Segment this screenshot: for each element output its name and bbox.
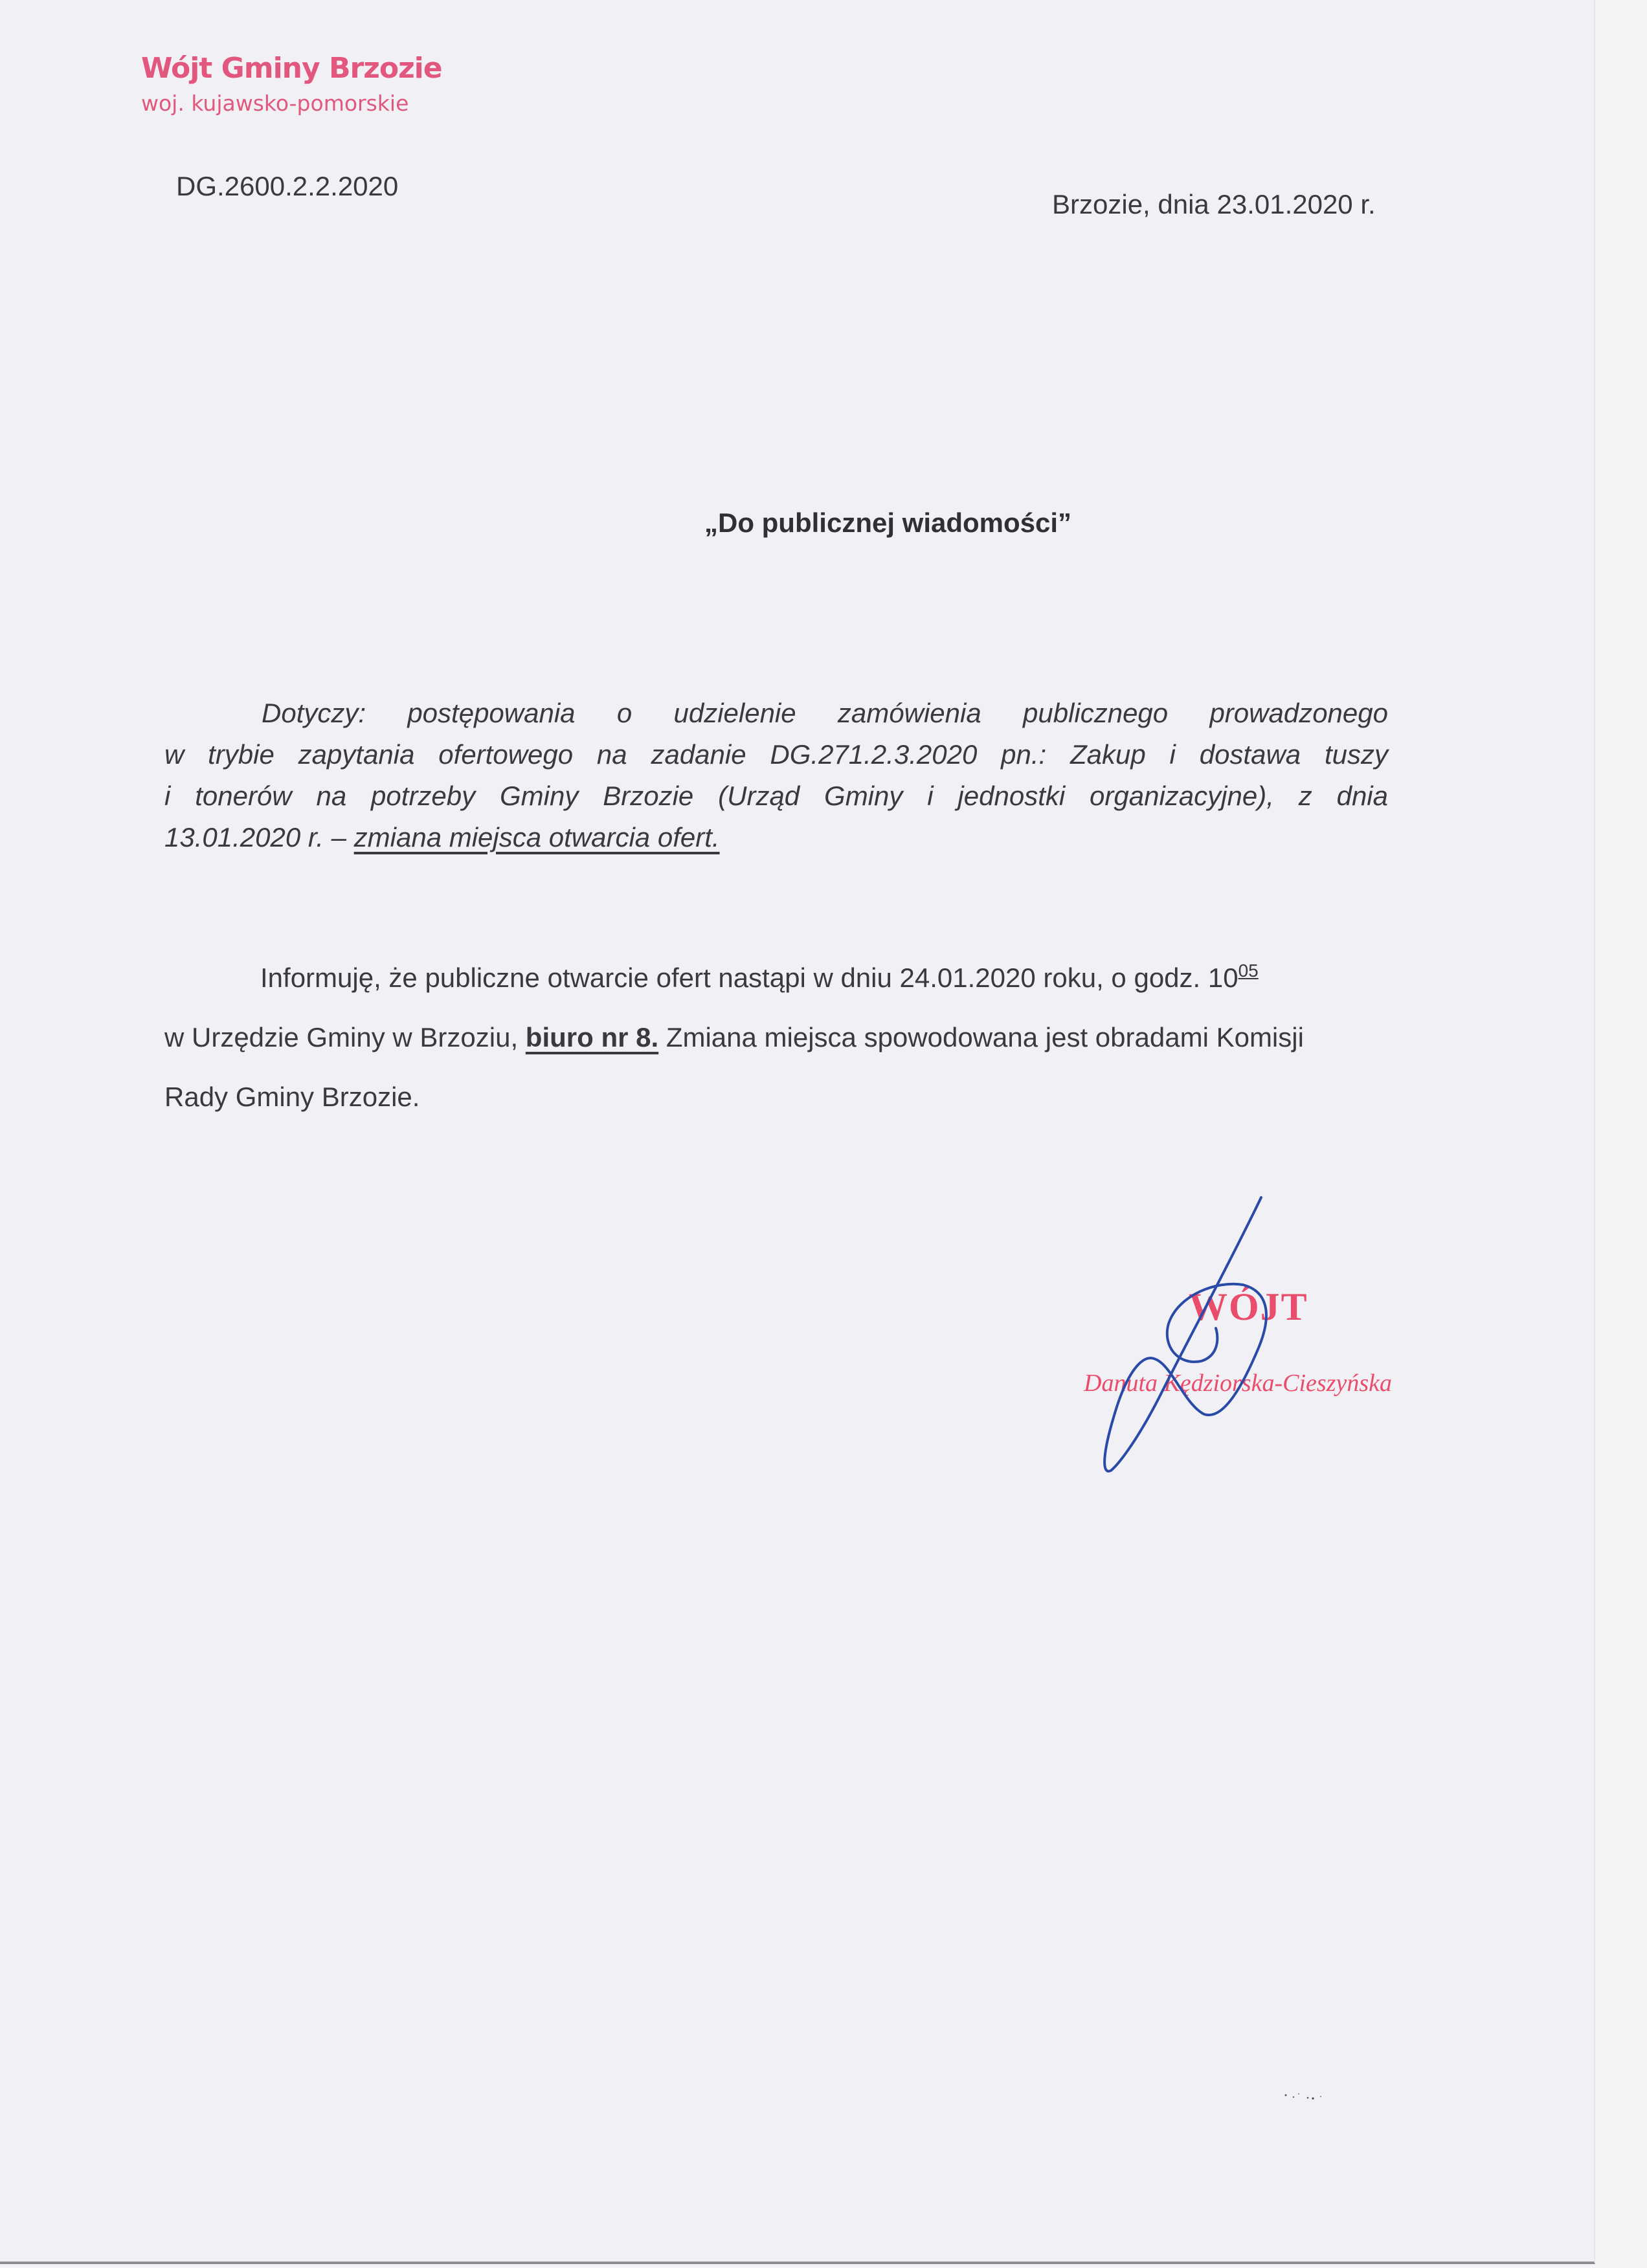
stamp-name: Danuta Kędziorska-Cieszyńska bbox=[1084, 1370, 1393, 1397]
opening-announcement: Informuję, że publiczne otwarcie ofert nastąpi w dniu 24.01.2020 roku, o godz. 10 bbox=[260, 962, 1238, 993]
scan-specks bbox=[1282, 2084, 1334, 2104]
subject-line: w trybie zapytania ofertowego na zadanie DG.271.2.3.2020 pn.: Zakup i dostawa tuszy bbox=[164, 739, 1388, 770]
document-heading: „Do publicznej wiadomości” bbox=[704, 507, 1072, 538]
signature-stroke bbox=[1104, 1197, 1266, 1471]
letterhead-subtitle: woj. kujawsko-pomorskie bbox=[141, 91, 409, 116]
subject-date: 13.01.2020 r. – bbox=[164, 822, 354, 852]
office-number: biuro nr 8. bbox=[525, 1022, 659, 1052]
subject-paragraph bbox=[164, 693, 1388, 858]
location-prefix: w Urzędzie Gminy w Brzoziu, bbox=[164, 1022, 526, 1052]
subject-line bbox=[164, 817, 1388, 858]
handwritten-signature bbox=[1036, 1178, 1489, 1489]
stamp-title: WÓJT bbox=[1189, 1285, 1308, 1328]
body-line bbox=[164, 1008, 1388, 1067]
time-minutes: 05 bbox=[1238, 961, 1259, 981]
letterhead-title: Wójt Gminy Brzozie bbox=[141, 52, 442, 85]
subject-line: i tonerów na potrzeby Gminy Brzozie (Urząd Gminy i jednostki organizacyjne), z dnia bbox=[164, 781, 1388, 811]
body-paragraph bbox=[164, 941, 1388, 1127]
place-date: Brzozie, dnia 23.01.2020 r. bbox=[1052, 189, 1376, 219]
body-line: Rady Gminy Brzozie. bbox=[164, 1082, 420, 1112]
reference-number: DG.2600.2.2.2020 bbox=[176, 171, 399, 201]
body-line bbox=[164, 941, 1388, 1008]
subject-change-note: zmiana miejsca otwarcia ofert. bbox=[353, 822, 720, 852]
subject-line: Dotyczy: postępowania o udzielenie zamówienia publicznego prowadzonego bbox=[262, 698, 1388, 728]
change-reason: Zmiana miejsca spowodowana jest obradami Komisji bbox=[658, 1022, 1304, 1052]
